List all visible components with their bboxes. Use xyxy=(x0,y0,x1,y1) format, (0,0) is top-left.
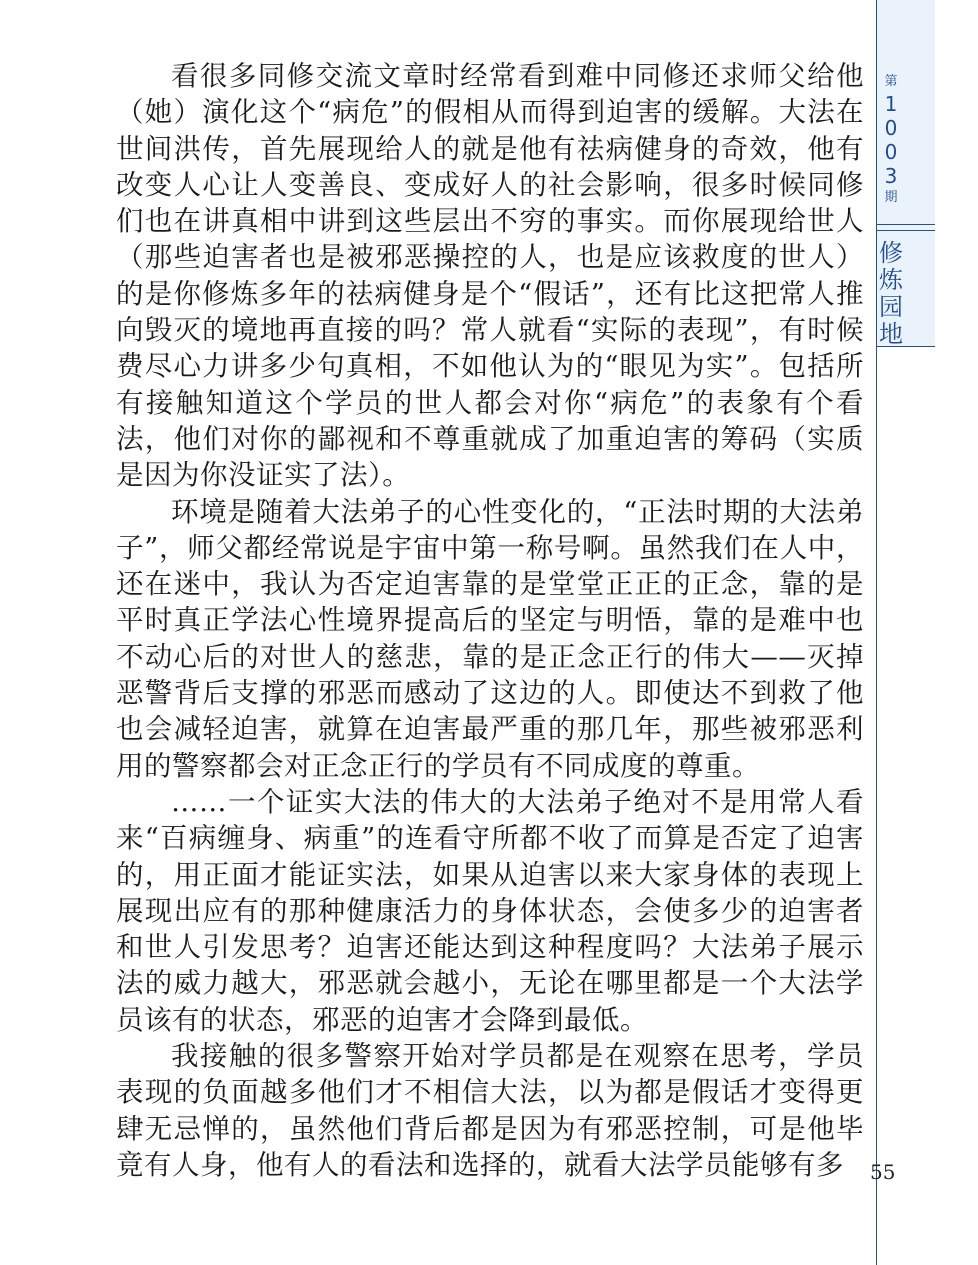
issue-digit: 0 xyxy=(884,140,898,164)
column-title xyxy=(877,240,905,348)
issue-digit: 0 xyxy=(884,116,898,140)
article-body xyxy=(116,58,864,1183)
paragraph-2: 环境是随着大法弟子的心性变化的，“正法时期的大法弟子”，师父都经常说是宇宙中第一称号啊。虽然我们在人中，还在迷中，我认为否定迫害靠的是堂堂正正的正念，靠的是平时真正学法心性境界提高后的坚定与明悟，靠的是难中也不动心后的对世人的慈悲，靠的是正念正行的伟大——灭掉恶警背后支撑的邪恶而感动了这边的人。即使达不到救了他也会减轻迫害，就算在迫害最严重的那几年，那些被邪恶利用的警察都会对正念正行的学员有不同成度的尊重。 xyxy=(116,495,864,782)
sidebar-divider-2 xyxy=(877,230,935,231)
paragraph-4: 我接触的很多警察开始对学员都是在观察在思考，学员表现的负面越多他们才不相信大法，以为都是假话才变得更肆无忌惮的，虽然他们背后都是因为有邪恶控制，可是他毕竟有人身，他有人的看法和选择的，就看大法学员能够有多 xyxy=(116,1040,864,1181)
issue-suffix: 期 xyxy=(884,190,898,205)
paragraph-1: 看很多同修交流文章时经常看到难中同修还求师父给他（她）演化这个“病危”的假相从而得到迫害的缓解。大法在世间洪传，首先展现给人的就是他有祛病健身的奇效，他有改变人心让人变善良、变成好人的社会影响，很多时候同修们也在讲真相中讲到这些层出不穷的事实。而你展现给世人（那些迫害者也是被邪恶操控的人，也是应该救度的世人）的是你修炼多年的祛病健身是个“假话”，还有比这把常人推向毁灭的境地再直接的吗？常人就看“实际的表现”，有时候费尽心力讲多少句真相，不如他认为的“眼见为实”。包括所有接触知道这个学员的世人都会对你“病危”的表象有个看法，他们对你的鄙视和不尊重就成了加重迫害的筹码（实质是因为你没证实了法）。 xyxy=(116,60,864,492)
issue-digit: 1 xyxy=(884,92,898,116)
column-title-char: 园 xyxy=(879,293,903,321)
column-title-char: 修 xyxy=(879,239,903,267)
column-title-char: 炼 xyxy=(879,266,903,294)
issue-number xyxy=(877,72,905,208)
column-title-char: 地 xyxy=(879,320,903,348)
sidebar-divider xyxy=(877,224,935,225)
page-number: 55 xyxy=(870,1160,896,1184)
issue-prefix: 第 xyxy=(884,74,898,89)
paragraph-3: ……一个证实大法的伟大的大法弟子绝对不是用常人看来“百病缠身、病重”的连看守所都不收了而算是否定了迫害的，用正面才能证实法，如果从迫害以来大家身体的表现上展现出应有的那种健康活力的身体状态，会使多少的迫害者和世人引发思考？迫害还能达到这种程度吗？大法弟子展示法的威力越大，邪恶就会越小，无论在哪里都是一个大法学员该有的状态，邪恶的迫害才会降到最低。 xyxy=(116,785,864,1036)
issue-digit: 3 xyxy=(884,164,898,188)
